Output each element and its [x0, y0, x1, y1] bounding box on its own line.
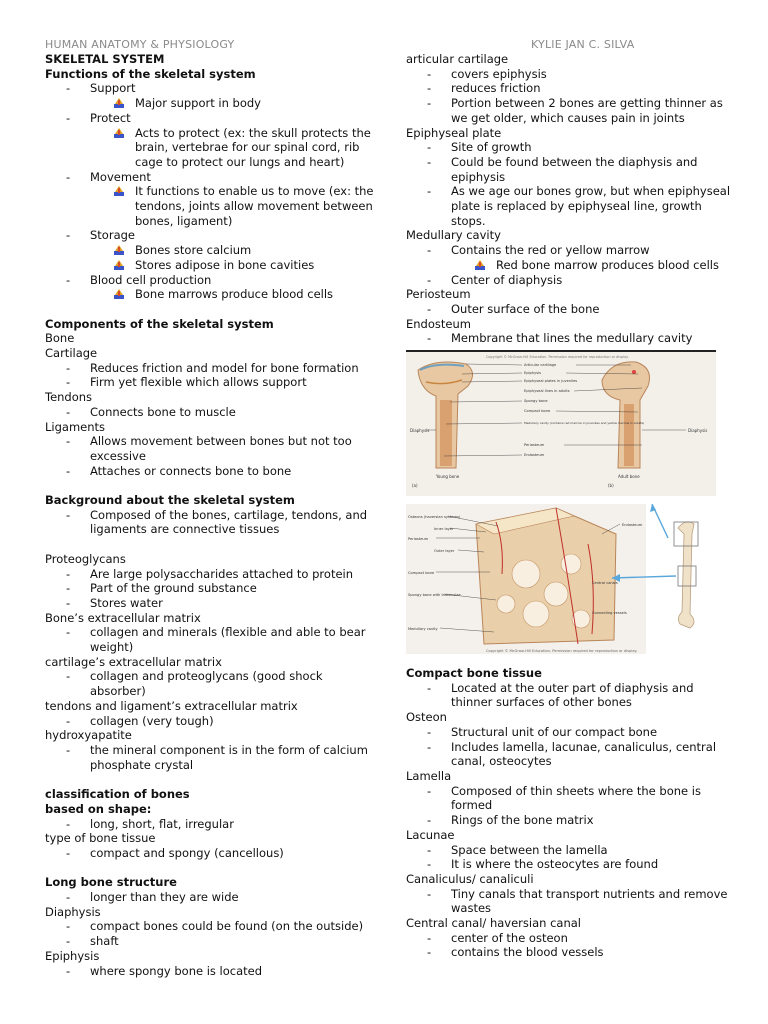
- label-compact-bone: Compact bone: [524, 409, 551, 414]
- dash-marker: -: [66, 669, 71, 684]
- dash-item-text: Rings of the bone matrix: [451, 813, 594, 828]
- dash-item-text: collagen and proteoglycans (good shock absorber): [90, 669, 323, 699]
- long-bone-diagram: [406, 350, 716, 496]
- label-diaphysis-left: Diaphysis: [410, 428, 430, 434]
- tissue-copyright: Copyright © McGraw-Hill Education. Permission required for reproduction or display.: [486, 649, 638, 654]
- section-heading: Long bone structure: [45, 875, 177, 890]
- section-heading: Functions of the skeletal system: [45, 66, 256, 81]
- dash-item-text: center of the osteon: [451, 930, 568, 945]
- dash-item-text: Outer surface of the bone: [451, 301, 600, 316]
- dash-item-text: Membrane that lines the medullary cavity: [451, 331, 693, 346]
- term-label: Tendons: [45, 390, 93, 405]
- bone-tissue-diagram: [406, 504, 716, 654]
- dash-marker: -: [427, 783, 432, 798]
- spacer: [45, 302, 375, 317]
- dash-item-text: Center of diaphysis: [451, 272, 563, 287]
- dash-list-item: [406, 843, 731, 858]
- dash-list-item: [45, 508, 375, 537]
- dash-marker: -: [427, 331, 432, 346]
- label-medullary-cavity-2: Medullary cavity: [408, 627, 438, 632]
- arrow-bullet-icon: [113, 186, 125, 197]
- dash-marker: -: [66, 228, 71, 243]
- header-course: HUMAN ANATOMY & PHYSIOLOGY: [45, 38, 235, 51]
- dash-list-item: [45, 625, 375, 654]
- sub-list-item: [45, 243, 375, 258]
- left-column: [45, 52, 375, 978]
- label-young-bone: Young bone: [436, 474, 460, 480]
- dash-marker: -: [66, 625, 71, 640]
- section-heading: classification of bones: [45, 787, 190, 802]
- dash-list-item: [406, 140, 731, 155]
- dash-list-item: [45, 434, 375, 463]
- dash-list-item: [45, 81, 375, 96]
- arrow-bullet-icon: [113, 289, 125, 300]
- dash-list-item: [406, 273, 731, 288]
- dash-marker: -: [427, 140, 432, 155]
- dash-item-text: Portion between 2 bones are getting thinner as we get older, which causes pain in joints: [451, 96, 723, 125]
- dash-marker: -: [66, 934, 71, 949]
- dash-marker: -: [427, 739, 432, 754]
- dash-marker: -: [66, 272, 71, 287]
- term-label: Ligaments: [45, 419, 106, 434]
- dash-list-item: [406, 184, 731, 228]
- dash-item-text: compact bones could be found (on the outside): [90, 919, 364, 934]
- sub-list-item: [406, 258, 731, 273]
- spacer: [45, 861, 375, 876]
- dash-marker: -: [66, 463, 71, 478]
- right-column: [406, 52, 731, 960]
- label-periosteum: Periosteum: [524, 443, 545, 448]
- dash-marker: -: [66, 507, 71, 522]
- label-b: (b): [608, 483, 614, 489]
- dash-marker: -: [427, 66, 432, 81]
- term-label: Lamella: [406, 768, 452, 783]
- sub-list-item: [45, 126, 375, 170]
- spacer: [45, 478, 375, 493]
- dash-item-text: Part of the ground substance: [90, 581, 257, 596]
- dash-item-text: Could be found between the diaphysis and epiphysis: [451, 154, 698, 184]
- dash-marker: -: [427, 184, 432, 199]
- dash-list-item: [45, 846, 375, 861]
- dash-item-text: reduces friction: [451, 81, 541, 96]
- dash-list-item: [406, 931, 731, 946]
- sub-item-text: Acts to protect (ex: the skull protects the brain, vertebrae for our spinal cord, rib cage to protect our lungs and heart): [135, 125, 371, 169]
- section-heading: Compact bone tissue: [406, 666, 542, 681]
- term-label: cartilage’s extracellular matrix: [45, 654, 222, 669]
- dash-marker: -: [427, 945, 432, 960]
- dash-item-text: Attaches or connects bone to bone: [90, 463, 292, 478]
- sub-list-item: [45, 287, 375, 302]
- dash-list-item: [406, 243, 731, 258]
- long-bone-figure: [406, 350, 731, 496]
- dash-list-item: [45, 567, 375, 582]
- dash-list-item: [45, 581, 375, 596]
- dash-list-item: [45, 405, 375, 420]
- label-spongy-bone: Spongy bone: [524, 399, 548, 404]
- dash-list-item: [45, 228, 375, 243]
- section-heading: Components of the skeletal system: [45, 316, 274, 331]
- arrow-bullet-icon: [474, 260, 486, 271]
- section-heading: based on shape:: [45, 801, 152, 816]
- dash-item-text: Protect: [90, 110, 131, 125]
- dash-marker: -: [427, 81, 432, 96]
- dash-marker: -: [66, 743, 71, 757]
- sub-list-item: [45, 258, 375, 273]
- dash-item-text: Located at the outer part of diaphysis and thinner surfaces of other bones: [451, 680, 694, 710]
- dash-marker: -: [427, 96, 432, 111]
- sub-item-text: Red bone marrow produces blood cells: [496, 257, 719, 272]
- dash-list-item: [406, 857, 731, 872]
- label-outer-layer: Outer layer: [434, 549, 455, 554]
- sub-item-text: Major support in body: [135, 96, 261, 111]
- dash-list-item: [406, 155, 731, 184]
- dash-item-text: compact and spongy (cancellous): [90, 845, 284, 860]
- arrow-bullet-icon: [113, 128, 125, 139]
- sub-list-item: [45, 96, 375, 111]
- dash-list-item: [406, 96, 731, 125]
- dash-item-text: collagen (very tough): [90, 713, 214, 728]
- sub-item-text: Bones store calcium: [135, 243, 252, 258]
- term-label: articular cartilage: [406, 52, 509, 66]
- dash-list-item: [45, 361, 375, 376]
- dash-item-text: Contains the red or yellow marrow: [451, 243, 650, 258]
- dash-item-text: Site of growth: [451, 140, 532, 155]
- dash-marker: -: [427, 680, 432, 695]
- dash-marker: -: [427, 813, 432, 828]
- dash-marker: -: [66, 360, 71, 375]
- term-label: Bone: [45, 331, 75, 346]
- dash-marker: -: [66, 566, 71, 581]
- dash-list-item: [45, 273, 375, 288]
- dash-item-text: Allows movement between bones but not too excessive: [90, 434, 352, 463]
- label-periosteum-2: Periosteum: [408, 537, 429, 542]
- dash-marker: -: [66, 816, 71, 831]
- dash-marker: -: [66, 919, 71, 934]
- label-endosteum-2: Endosteum: [622, 523, 643, 528]
- dash-marker: -: [427, 842, 432, 857]
- sub-item-text: Bone marrows produce blood cells: [135, 287, 334, 302]
- dash-item-text: longer than they are wide: [90, 890, 239, 904]
- term-label: Medullary cavity: [406, 228, 501, 243]
- dash-marker: -: [427, 857, 432, 872]
- dash-list-item: [45, 375, 375, 390]
- label-endosteum: Endosteum: [524, 453, 545, 458]
- dash-item-text: Movement: [90, 169, 151, 184]
- spacer: [45, 537, 375, 552]
- dash-item-text: Reduces friction and model for bone formation: [90, 360, 359, 375]
- label-epiphysis: Epiphysis: [524, 371, 541, 376]
- long-bone-copyright: Copyright © McGraw-Hill Education. Permission required for reproduction or display.: [486, 355, 629, 360]
- label-osteons: Osteons (haversian systems): [408, 515, 461, 520]
- label-epiphyseal-lines: Epiphyseal lines in adults: [524, 389, 570, 394]
- term-label: Cartilage: [45, 346, 98, 361]
- label-compact-bone-2: Compact bone: [408, 571, 435, 576]
- sub-item-text: It functions to enable us to move (ex: the tendons, joints allow movement between bones, ligament): [135, 184, 374, 228]
- dash-marker: -: [427, 301, 432, 316]
- dash-list-item: [406, 784, 731, 813]
- dash-item-text: Composed of the bones, cartilage, tendons, and ligaments are connective tissues: [90, 507, 368, 537]
- dash-list-item: [406, 740, 731, 769]
- label-adult-bone: Adult bone: [618, 474, 640, 480]
- dash-marker: -: [66, 890, 71, 904]
- term-label: tendons and ligament’s extracellular matrix: [45, 698, 298, 713]
- dash-marker: -: [427, 154, 432, 169]
- dash-item-text: covers epiphysis: [451, 66, 547, 81]
- dash-marker: -: [66, 713, 71, 728]
- term-label: Diaphysis: [45, 904, 101, 919]
- dash-list-item: [45, 743, 375, 772]
- dash-item-text: As we age our bones grow, but when epiphyseal plate is replaced by epiphyseal line, growth stops.: [451, 184, 731, 228]
- dash-list-item: [406, 945, 731, 960]
- dash-item-text: contains the blood vessels: [451, 945, 604, 960]
- label-articular-cartilage: Articular cartilage: [524, 363, 557, 368]
- dash-item-text: Tiny canals that transport nutrients and remove wastes: [451, 886, 728, 916]
- term-label: hydroxyapatite: [45, 728, 132, 743]
- label-medullary-cavity: Medullary cavity (contains red marrow in juveniles and yellow marrow in adults): [524, 421, 645, 426]
- dash-marker: -: [66, 81, 71, 96]
- dash-item-text: collagen and minerals (flexible and able to bear weight): [90, 625, 366, 655]
- dash-list-item: [45, 111, 375, 126]
- dash-item-text: It is where the osteocytes are found: [451, 857, 659, 872]
- dash-item-text: where spongy bone is located: [90, 963, 263, 978]
- dash-list-item: [406, 887, 731, 916]
- dash-item-text: Space between the lamella: [451, 842, 608, 857]
- label-diaphysis-right: Diaphysis: [688, 428, 708, 434]
- term-label: type of bone tissue: [45, 831, 156, 846]
- dash-item-text: long, short, flat, irregular: [90, 816, 234, 831]
- dash-marker: -: [66, 110, 71, 125]
- arrow-bullet-icon: [113, 245, 125, 256]
- term-label: Central canal/ haversian canal: [406, 916, 581, 931]
- dash-marker: -: [427, 886, 432, 901]
- dash-marker: -: [427, 243, 432, 258]
- dash-marker: -: [66, 963, 71, 978]
- dash-item-text: Firm yet flexible which allows support: [90, 375, 307, 390]
- dash-item-text: shaft: [90, 934, 119, 949]
- dash-item-text: Blood cell production: [90, 272, 212, 287]
- term-label: Epiphysis: [45, 948, 100, 963]
- dash-list-item: [406, 681, 731, 710]
- term-label: Periosteum: [406, 287, 471, 302]
- term-label: Epiphyseal plate: [406, 125, 502, 140]
- section-heading: Background about the skeletal system: [45, 493, 295, 508]
- label-central-canals: Central canals: [592, 581, 618, 586]
- term-label: Endosteum: [406, 316, 471, 331]
- spacer: [45, 772, 375, 787]
- right-column-top: [406, 52, 731, 346]
- label-a: (a): [412, 483, 418, 489]
- dash-marker: -: [427, 930, 432, 945]
- dash-marker: -: [66, 169, 71, 184]
- label-spongy-trabeculae: Spongy bone with trabeculae: [408, 593, 461, 598]
- label-connecting-vessels: Connecting vessels: [592, 611, 627, 616]
- dash-list-item: [406, 67, 731, 82]
- dash-list-item: [45, 890, 375, 905]
- dash-marker: -: [66, 375, 71, 390]
- dash-item-text: Stores water: [90, 595, 163, 610]
- dash-list-item: [45, 934, 375, 949]
- dash-marker: -: [427, 272, 432, 287]
- dash-list-item: [45, 919, 375, 934]
- dash-marker: -: [66, 434, 71, 449]
- dash-marker: -: [66, 595, 71, 610]
- term-label: Proteoglycans: [45, 551, 126, 566]
- dash-list-item: [406, 331, 731, 346]
- dash-list-item: [45, 714, 375, 729]
- term-label: Lacunae: [406, 827, 455, 842]
- header-author: KYLIE JAN C. SILVA: [531, 38, 635, 51]
- term-label: Canaliculus/ canaliculi: [406, 871, 534, 886]
- right-column-bottom: [406, 666, 731, 960]
- dash-marker: -: [66, 845, 71, 860]
- dash-list-item: [406, 725, 731, 740]
- sub-item-text: Stores adipose in bone cavities: [135, 257, 315, 272]
- dash-item-text: Are large polysaccharides attached to protein: [90, 566, 354, 581]
- dash-item-text: Structural unit of our compact bone: [451, 724, 658, 739]
- dash-list-item: [45, 170, 375, 185]
- dash-list-item: [406, 81, 731, 96]
- dash-item-text: Includes lamella, lacunae, canaliculus, central canal, osteocytes: [451, 739, 717, 769]
- dash-item-text: Storage: [90, 228, 135, 243]
- dash-item-text: Support: [90, 81, 136, 96]
- bone-tissue-figure: [406, 504, 731, 654]
- arrow-bullet-icon: [113, 98, 125, 109]
- dash-list-item: [406, 302, 731, 317]
- term-label: Bone’s extracellular matrix: [45, 610, 201, 625]
- dash-item-text: the mineral component is in the form of calcium phosphate crystal: [90, 743, 368, 772]
- section-heading: SKELETAL SYSTEM: [45, 52, 165, 66]
- dash-list-item: [45, 817, 375, 832]
- dash-list-item: [45, 464, 375, 479]
- label-epiphyseal-plates: Epiphyseal plates in juveniles: [524, 379, 578, 384]
- term-label: Osteon: [406, 710, 447, 725]
- dash-item-text: Connects bone to muscle: [90, 404, 236, 419]
- sub-list-item: [45, 184, 375, 228]
- label-inner-layer: Inner layer: [434, 527, 454, 532]
- dash-item-text: Composed of thin sheets where the bone is formed: [451, 783, 701, 813]
- dash-list-item: [45, 596, 375, 611]
- dash-list-item: [406, 813, 731, 828]
- dash-marker: -: [427, 724, 432, 739]
- dash-list-item: [45, 669, 375, 698]
- dash-list-item: [45, 964, 375, 979]
- arrow-bullet-icon: [113, 260, 125, 271]
- dash-marker: -: [66, 404, 71, 419]
- dash-marker: -: [66, 581, 71, 596]
